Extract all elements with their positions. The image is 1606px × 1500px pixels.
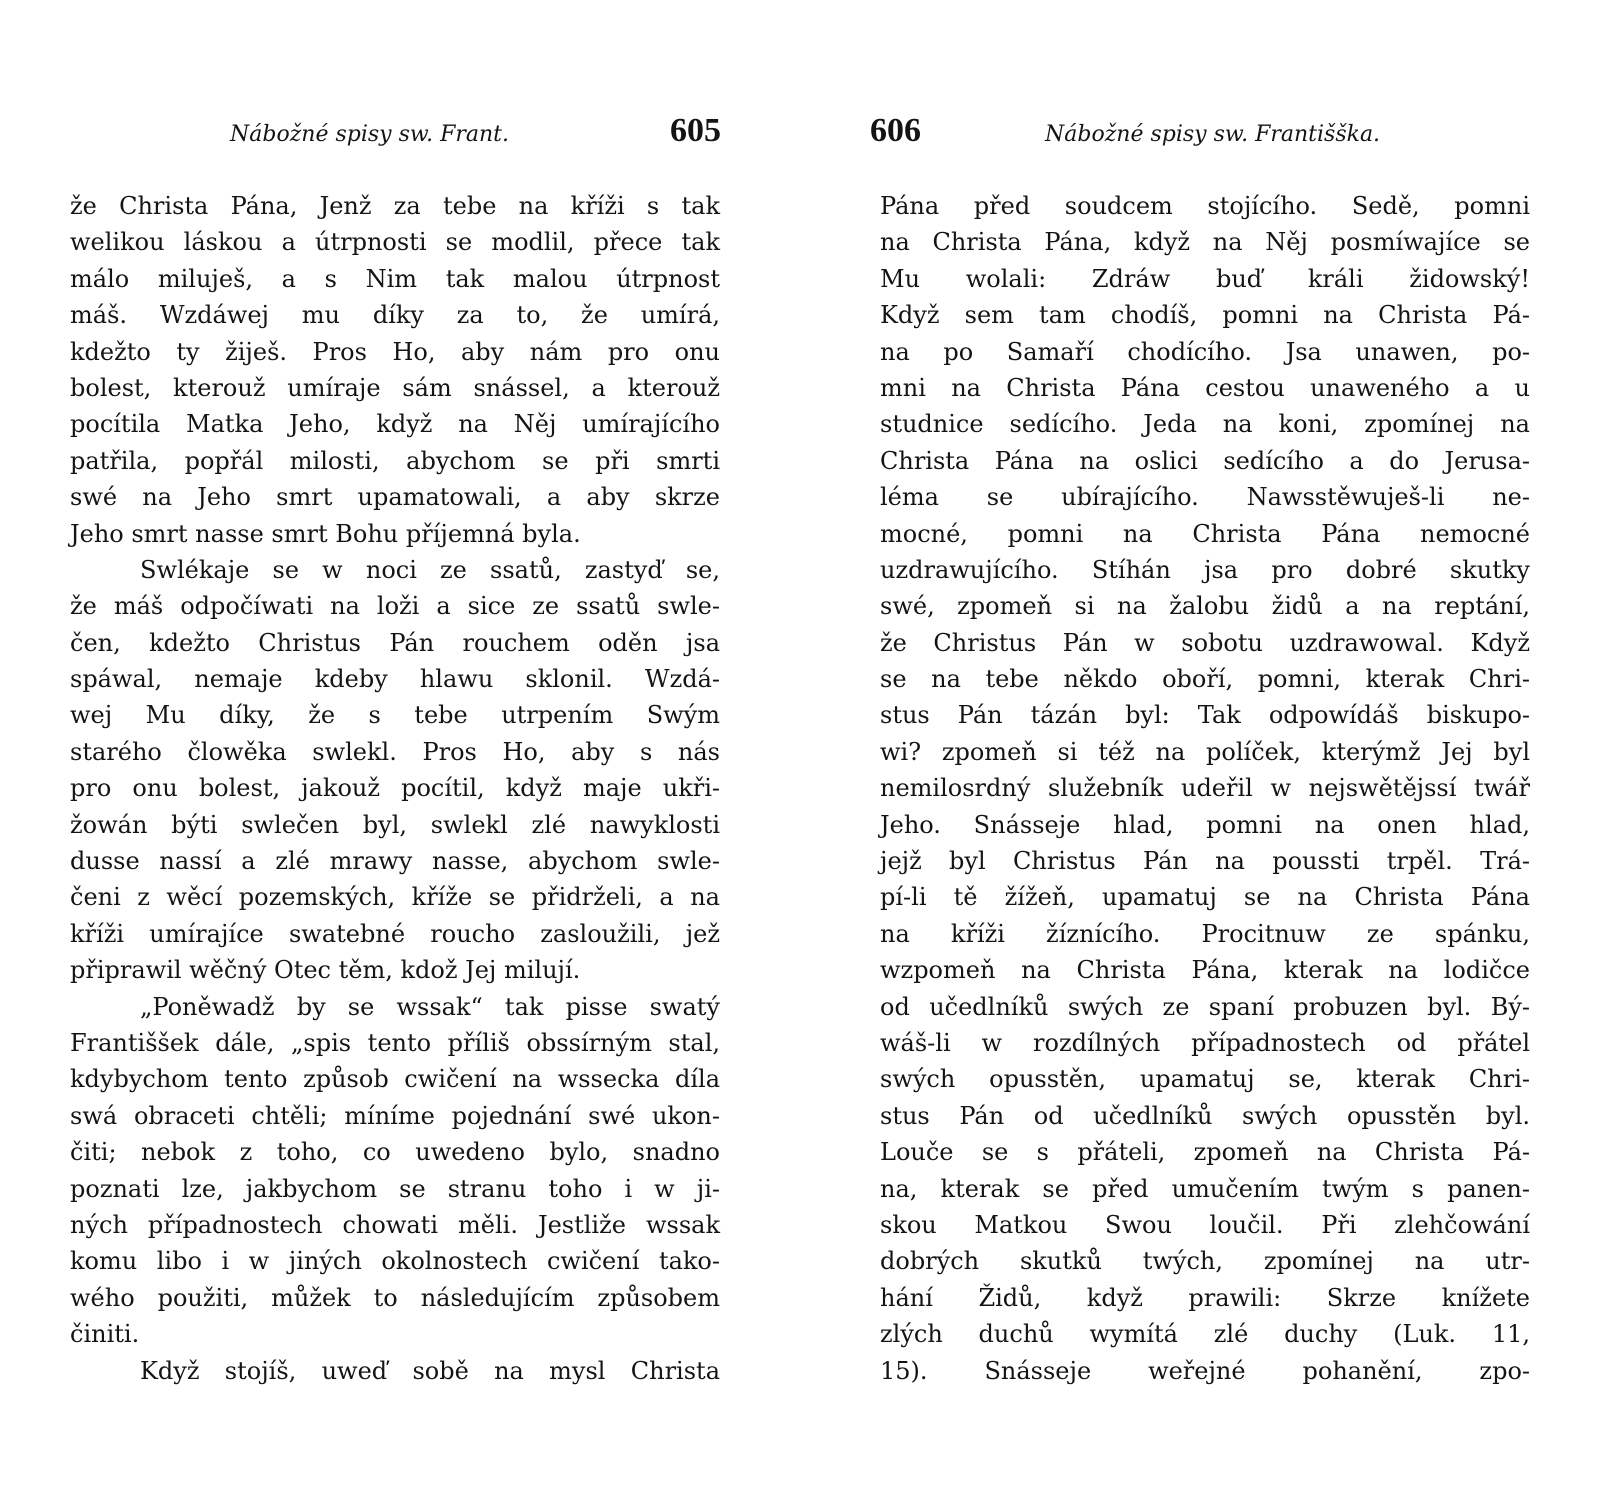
text-line: wej Mu díky, že s tebe utrpením Swým — [70, 701, 720, 730]
text-line: málo miluješ, a s Nim tak malou útrpnost — [70, 264, 720, 293]
text-line: wzpomeň na Christa Pána, kterak na lodičce — [880, 956, 1530, 985]
text-line: pocítila Matka Jeho, když na Něj umírajícího — [70, 410, 720, 439]
page-number: 606 — [870, 112, 921, 149]
text-line: ných případnostech chowati měli. Jestliže wssak — [70, 1210, 720, 1239]
text-line: kdybychom tento způsob cwičení na wssecka díla — [70, 1065, 720, 1094]
text-line: Christa Pána na oslici sedícího a do Jerusa- — [880, 446, 1530, 475]
running-head-title: Nábožné spisy sw. Františška. — [1045, 122, 1381, 147]
text-line: zlých duchů wymítá zlé duchy (Luk. 11, — [880, 1320, 1530, 1349]
text-line: Jeho smrt nasse smrt Bohu příjemná byla. — [70, 519, 581, 548]
text-line: žowán býti swlečen byl, swlekl zlé nawyklosti — [70, 810, 720, 839]
text-line: poznati lze, jakbychom se stranu toho i w ji- — [70, 1174, 720, 1203]
text-line: patřila, popřál milosti, abychom se při smrti — [70, 446, 720, 475]
text-line: Jeho. Snásseje hlad, pomni na onen hlad, — [880, 810, 1530, 839]
text-line: pro onu bolest, jakouž pocítil, když maje ukři- — [70, 774, 720, 803]
text-line: Swlékaje se w noci ze ssatů, zastyď se, — [140, 555, 720, 584]
text-line: stus Pán tázán byl: Tak odpowídáš biskupo- — [880, 701, 1530, 730]
text-line: swé na Jeho smrt upamatowali, a aby skrze — [70, 483, 720, 512]
text-line: se na tebe někdo oboří, pomni, kterak Chri- — [880, 665, 1530, 694]
running-head — [870, 112, 1560, 160]
text-line: máš. Wzdáwej mu díky za to, že umírá, — [70, 301, 720, 330]
text-line: nemilosrdný služebník udeřil w nejswětějssí twář — [880, 774, 1530, 803]
text-line: jejž byl Christus Pán na poussti trpěl. Trá- — [880, 847, 1530, 876]
text-line: že Christa Pána, Jenž za tebe na kříži s tak — [70, 192, 720, 220]
page-number: 605 — [670, 112, 721, 149]
text-line: 15). Snásseje weřejné pohanění, zpo- — [880, 1356, 1530, 1385]
text-line: mni na Christa Pána cestou unaweného a u — [880, 373, 1530, 402]
text-line: kdežto ty žiješ. Pros Ho, aby nám pro onu — [70, 337, 720, 366]
text-line: činiti. — [70, 1320, 140, 1349]
text-line: spáwal, nemaje kdeby hlawu sklonil. Wzdá- — [70, 665, 720, 694]
text-line: čeni z wěcí pozemských, kříže se přidrželi, a na — [70, 883, 720, 912]
running-head-title: Nábožné spisy sw. Frant. — [230, 122, 509, 147]
text-line: mocné, pomni na Christa Pána nemocné — [880, 519, 1530, 548]
text-line: že Christus Pán w sobotu uzdrawowal. Když — [880, 628, 1530, 657]
text-line: dusse nassí a zlé mrawy nasse, abychom swle- — [70, 847, 720, 876]
text-line: na po Samaří chodícího. Jsa unawen, po- — [880, 337, 1530, 366]
text-line: wého použiti, můžek to následujícím způsobem — [70, 1283, 720, 1312]
text-line: dobrých skutků twých, zpomínej na utr- — [880, 1247, 1530, 1276]
text-line: stus Pán od učedlníků swých opusstěn byl. — [880, 1101, 1530, 1130]
text-line: čiti; nebok z toho, co uwedeno bylo, snadno — [70, 1138, 720, 1167]
running-head — [60, 112, 750, 160]
text-line: na Christa Pána, když na Něj posmíwajíce se — [880, 228, 1530, 257]
text-line: studnice sedícího. Jeda na koni, zpomínej na — [880, 410, 1530, 439]
text-line: swých opusstěn, upamatuj se, kterak Chri- — [880, 1065, 1530, 1094]
text-line: Mu wolali: Zdráw buď králi židowský! — [880, 264, 1530, 293]
text-line: Pána před soudcem stojícího. Sedě, pomni — [880, 192, 1530, 220]
text-line: léma se ubírajícího. Nawsstěwuješ-li ne- — [880, 483, 1530, 512]
text-line: starého člowěka swlekl. Pros Ho, aby s nás — [70, 737, 720, 766]
text-line: od učedlníků swých ze spaní probuzen byl. Bý- — [880, 992, 1530, 1021]
text-line: na kříži žíznícího. Procitnuw ze spánku, — [880, 919, 1530, 948]
left-page — [60, 0, 760, 1500]
text-line: Když sem tam chodíš, pomni na Christa Pá- — [880, 301, 1530, 330]
text-line: wi? zpomeň si též na políček, kterýmž Jej byl — [880, 737, 1530, 766]
text-line: na, kterak se před umučením twým s panen- — [880, 1174, 1530, 1203]
right-page — [870, 0, 1570, 1500]
text-line: hání Židů, když prawili: Skrze knížete — [880, 1283, 1530, 1312]
text-line: Františšek dále, „spis tento příliš obssírným stal, — [70, 1028, 720, 1057]
text-line: welikou láskou a útrpnosti se modlil, přece tak — [70, 228, 720, 257]
text-line: kříži umírajíce swatebné roucho zasloužili, jež — [70, 919, 720, 948]
text-line: skou Matkou Swou loučil. Při zlehčowání — [880, 1210, 1530, 1239]
text-line: uzdrawujícího. Stíhán jsa pro dobré skutky — [880, 555, 1530, 584]
text-line: pí-li tě žížeň, upamatuj se na Christa Pána — [880, 883, 1530, 912]
text-line: že máš odpočíwati na loži a sice ze ssatů swle- — [70, 592, 720, 621]
page-body-text — [880, 188, 1530, 1389]
text-line: Louče se s přáteli, zpomeň na Christa Pá- — [880, 1138, 1530, 1167]
page-body-text — [70, 188, 720, 1389]
text-line: swá obraceti chtěli; míníme pojednání swé ukon- — [70, 1101, 720, 1130]
text-line: komu libo i w jiných okolnostech cwičení tako- — [70, 1247, 720, 1276]
text-line: „Poněwadž by se wssak“ tak pisse swatý — [140, 992, 720, 1021]
text-line: čen, kdežto Christus Pán rouchem oděn jsa — [70, 628, 720, 657]
text-line: swé, zpomeň si na žalobu židů a na reptání, — [880, 592, 1530, 621]
text-line: wáš-li w rozdílných případnostech od přátel — [880, 1028, 1530, 1057]
text-line: bolest, kterouž umíraje sám snássel, a kterouž — [70, 373, 720, 402]
text-line: připrawil wěčný Otec těm, kdož Jej milují. — [70, 956, 581, 985]
text-line: Když stojíš, uweď sobě na mysl Christa — [140, 1356, 720, 1385]
